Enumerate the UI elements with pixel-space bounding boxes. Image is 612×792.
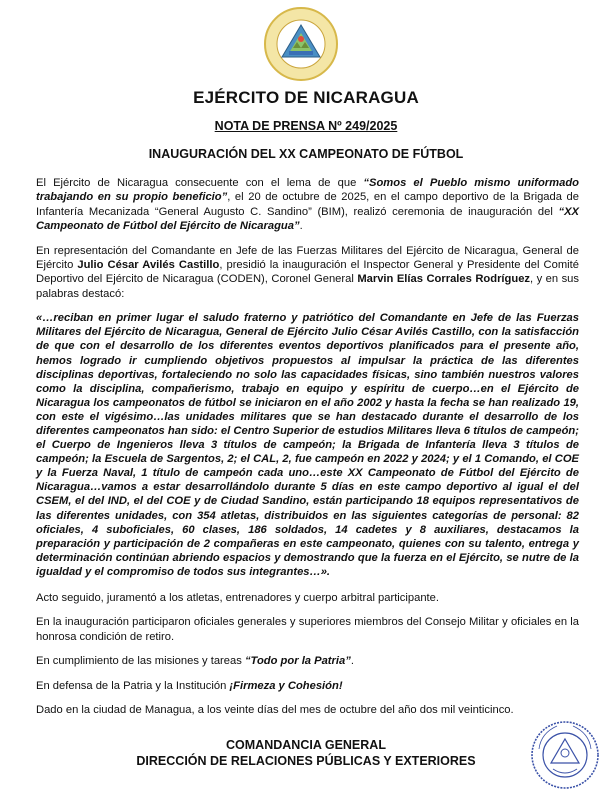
paragraph-5: En cumplimiento de las misiones y tareas “Todo por la Patria”. [36, 655, 354, 668]
paragraph-1: El Ejército de Nicaragua consecuente con el lema de que “Somos el Pueblo mismo uniformado trabajando en su propio beneficio”, el 20 de octubre de 2025, en el campo deportivo de la Brigada de Infantería Mecanizada “General Augusto C. Sandino” (BIM), realizó ceremonia de inauguración del “XX Campeonato de Fútbol del Ejército de Nicaragua”. [36, 177, 580, 233]
press-note-number: NOTA DE PRENSA Nº 249/2025 [214, 119, 398, 133]
body-text [36, 176, 579, 727]
institution-title: EJÉRCITO DE NICARAGUA [193, 88, 419, 107]
paragraph-4: En la inauguración participaron oficiales generales y superiores miembros del Consejo Militar y oficiales en la honrosa condición de retiro. [36, 616, 579, 643]
nicaragua-coat-of-arms-seal [263, 6, 339, 82]
speech-quote: «…reciban en primer lugar el saludo fraterno y patriótico del Comandante en Jefe de las Fuerzas Militares del Ejército de Nicaragua, General de Ejército Julio César Avilés Castillo, con la satisfacción de que con el desarrollo de los diferentes eventos deportivos planificados para el presente año, hemos logrado ir cumpliendo objetivos propuestos al impulsar la práctica de las diferentes disciplinas deportivas, fortaleciendo no solo las capacidades físicas, sino también nuestros valores como la disciplina, compañerismo, trabajo en equipo y espíritu de cuerpo…en el Ejército de Nicaragua los campeonatos de fútbol se iniciaron en el año 2002 y hasta la fecha se han realizado 19, con este el vigésimo…las unidades militares que se han destacado durante el desarrollo de los diferentes campeonatos han sido: el Centro Superior de estudios Militares lleva 6 títulos de campeón; el Cuerpo de Ingenieros lleva 3 títulos de campeón; la Brigada de Infantería lleva 3 títulos de campeón; la Escuela de Sargentos, 2; el CAL, 2, fue campeón en 2022 y 2024; y el 1 Comando, el COE y la Fuerza Naval, 1 título de campeón cada uno…este XX Campeonato de Fútbol del Ejército de Nicaragua…vamos a estar desarrollándolo durante 5 días en este campo deportivo al igual el del CSEM, el del IND, el del COE y de Ciudad Sandino, están participando 18 equipos representativos de las diferentes unidades, con 354 atletas, distribuidos en las siguientes categorías de personal: 82 oficiales, 4 suboficiales, 60 clases, 186 soldados, 14 cadetes y 8 auxiliares, destacamos la preparación y participación de 2 compañeras en este campeonato, quienes con su talento, entrega y determinación continúan abriendo espacios y demostrando que la fuerza en el Ejército, se nutre de la igualdad y el compromiso de todos sus integrantes…». [36, 312, 579, 578]
signature-block [36, 737, 576, 769]
signature-line-2: DIRECCIÓN DE RELACIONES PÚBLICAS Y EXTERIORES [136, 754, 476, 768]
paragraph-3: Acto seguido, juramentó a los atletas, entrenadores y cuerpo arbitral participante. [36, 592, 439, 605]
paragraph-7: Dado en la ciudad de Managua, a los veinte días del mes de octubre del año dos mil veinticinco. [36, 704, 514, 717]
signature-line-1: COMANDANCIA GENERAL [226, 738, 386, 752]
paragraph-6: En defensa de la Patria y la Institución ¡Firmeza y Cohesión! [36, 679, 343, 692]
official-stamp [529, 719, 601, 791]
paragraph-2: En representación del Comandante en Jefe de las Fuerzas Militares del Ejército de Nicaragua, General de Ejército Julio César Avilés Castillo, presidió la inauguración el Inspector General y Presidente del Comité Deportivo del Ejército de Nicaragua (CODEN), Coronel General Marvin Elías Corrales Rodríguez, y en sus palabras destacó: [36, 244, 580, 300]
headline: INAUGURACIÓN DEL XX CAMPEONATO DE FÚTBOL [148, 147, 464, 161]
